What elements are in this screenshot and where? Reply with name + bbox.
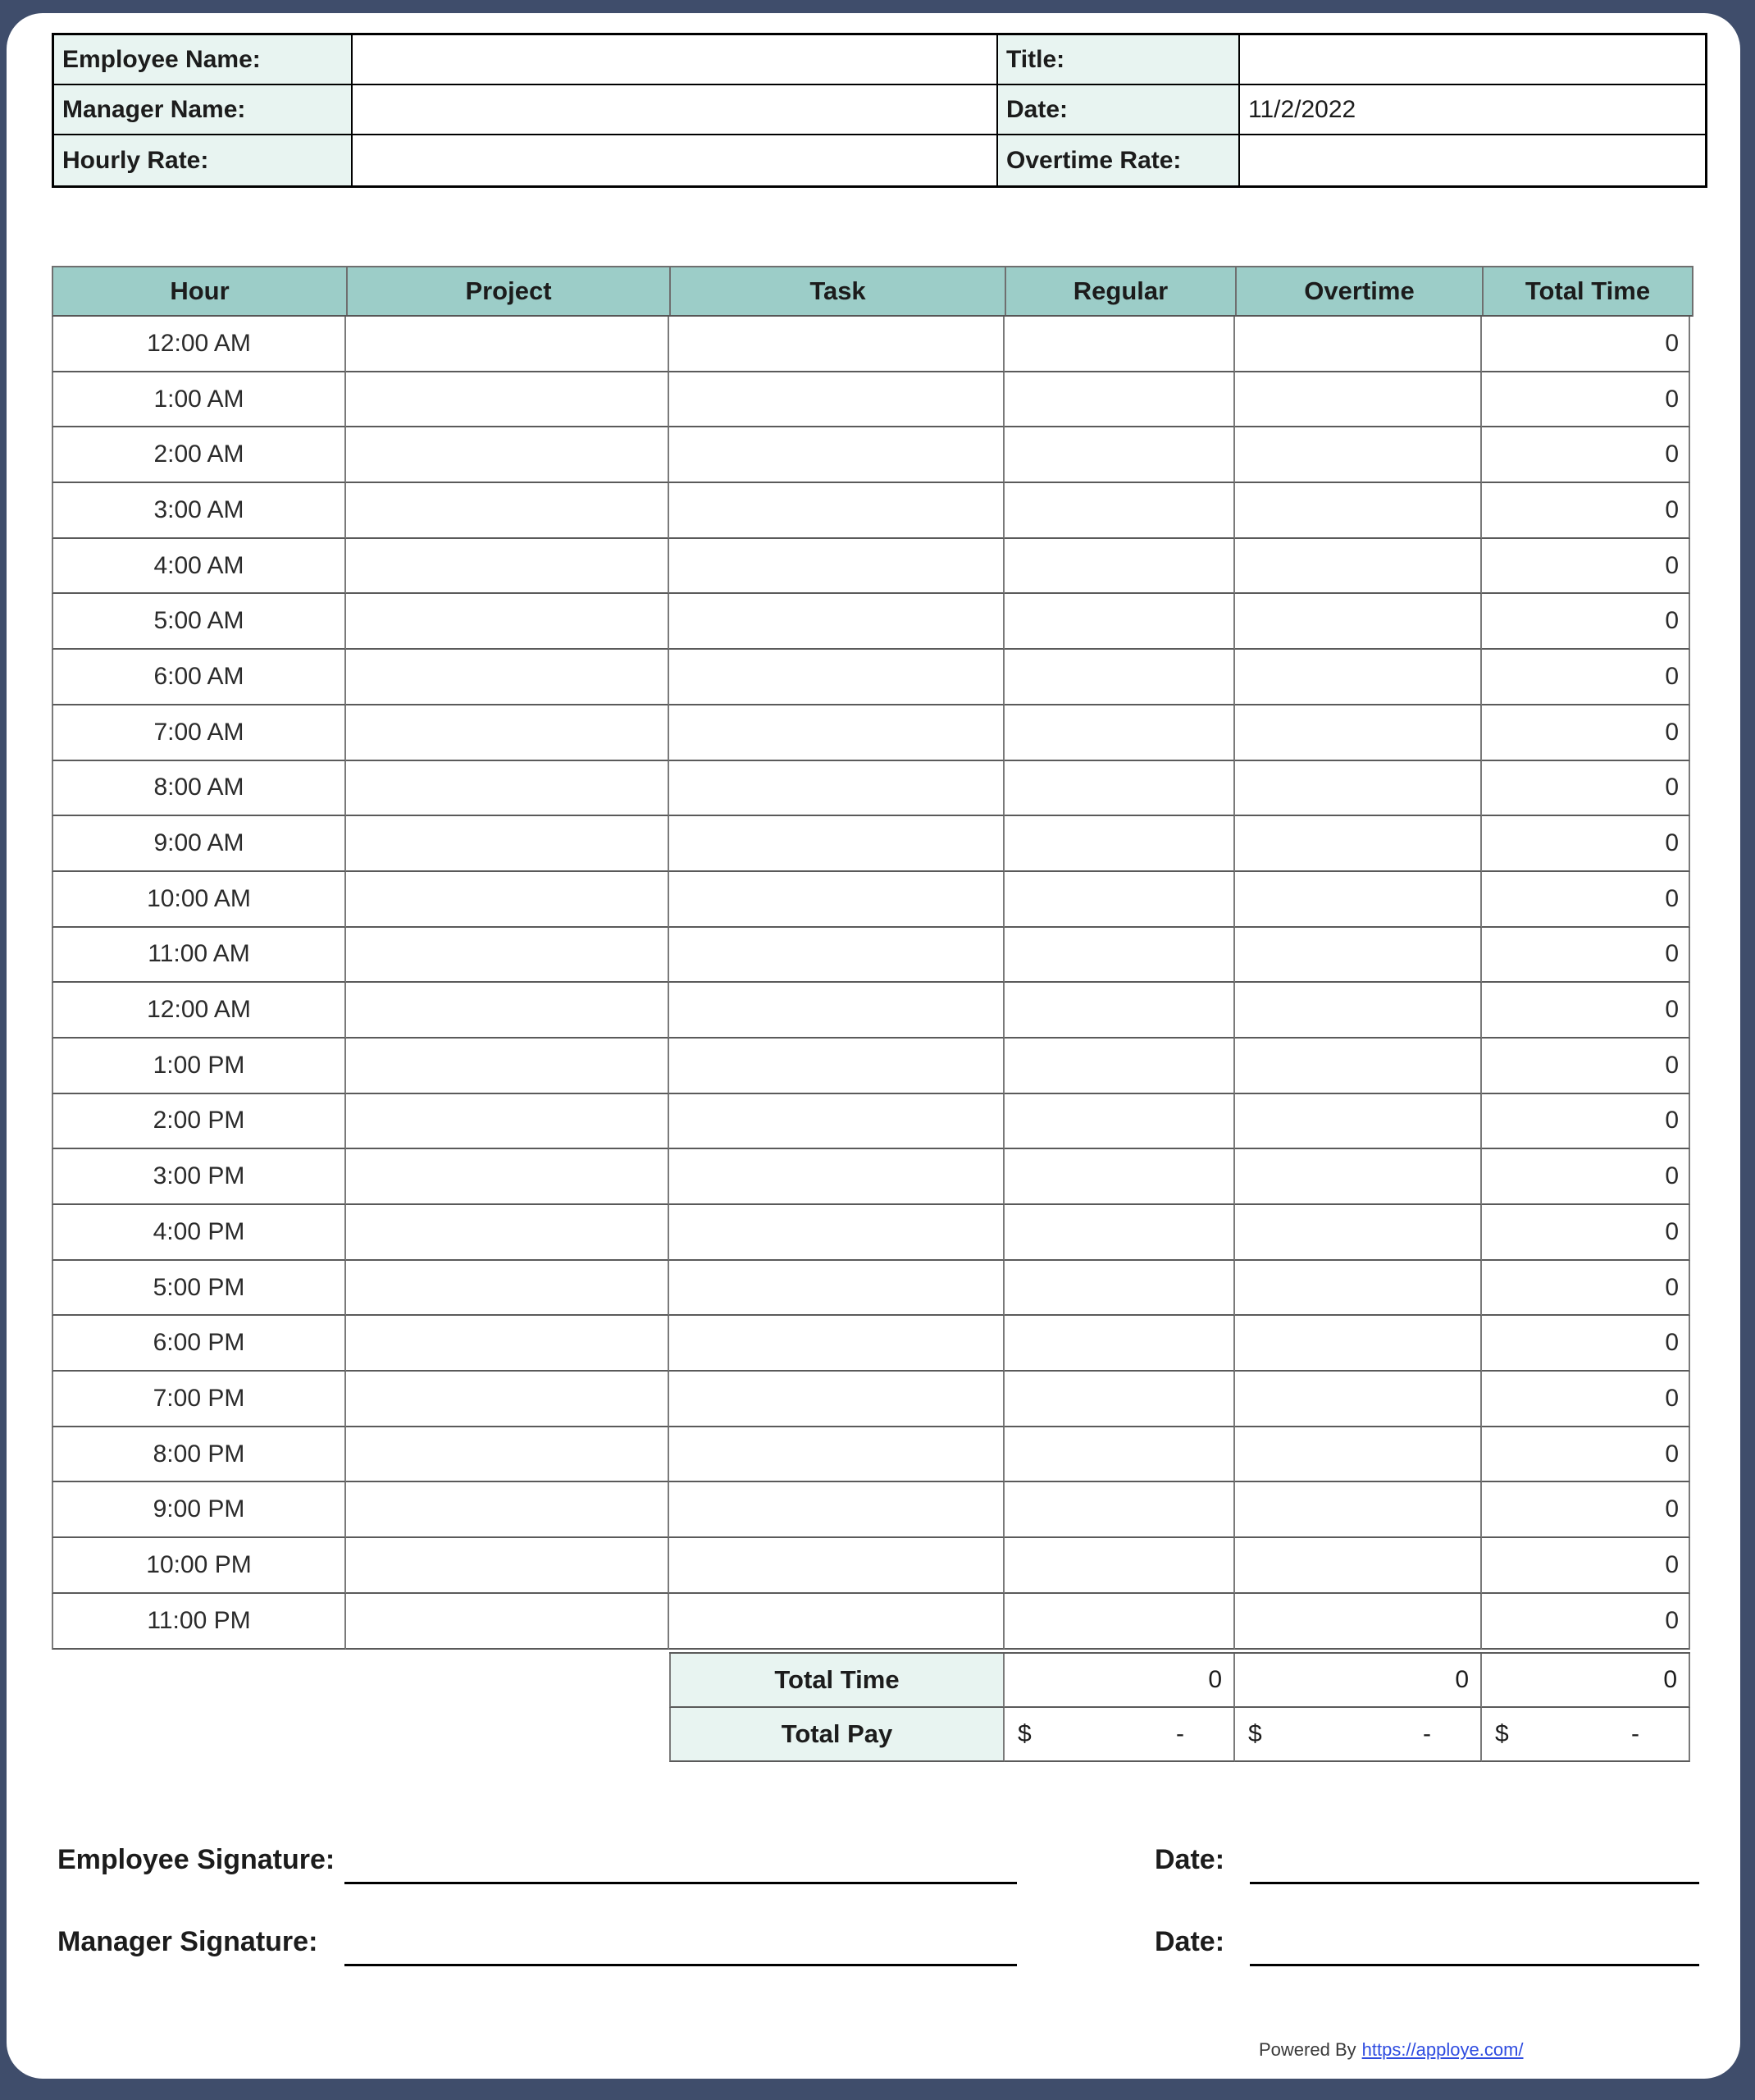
column-header-task: Task: [671, 267, 1006, 315]
date-label: Date:: [998, 85, 1240, 135]
total-time-cell: 0: [1482, 1427, 1690, 1483]
project-input-cell[interactable]: [346, 705, 669, 761]
overtime-input-cell[interactable]: [1235, 1482, 1482, 1538]
timesheet-row: [52, 705, 1690, 761]
task-input-cell[interactable]: [669, 427, 1005, 483]
hour-cell: 5:00 PM: [52, 1261, 346, 1317]
timesheet-row: [52, 317, 1690, 372]
title-input[interactable]: [1240, 35, 1705, 85]
total-time-label: Total Time: [669, 1654, 1005, 1708]
regular-input-cell[interactable]: [1005, 1538, 1235, 1594]
total-pay-label: Total Pay: [669, 1708, 1005, 1762]
hour-cell: 8:00 PM: [52, 1427, 346, 1483]
project-input-cell[interactable]: [346, 761, 669, 817]
total-time-cell: 0: [1482, 1149, 1690, 1205]
overtime-input-cell[interactable]: [1235, 761, 1482, 817]
project-input-cell[interactable]: [346, 317, 669, 372]
currency-symbol: $: [1248, 1720, 1262, 1747]
total-time-cell: 0: [1482, 1372, 1690, 1427]
regular-input-cell[interactable]: [1005, 1427, 1235, 1483]
project-input-cell[interactable]: [346, 1149, 669, 1205]
overtime-input-cell[interactable]: [1235, 594, 1482, 650]
hour-cell: 4:00 PM: [52, 1205, 346, 1261]
regular-input-cell[interactable]: [1005, 1261, 1235, 1317]
overtime-input-cell[interactable]: [1235, 1261, 1482, 1317]
timesheet-row: [52, 483, 1690, 539]
hourly-rate-label: Hourly Rate:: [54, 135, 353, 185]
column-header-overtime: Overtime: [1237, 267, 1484, 315]
hour-cell: 1:00 PM: [52, 1039, 346, 1094]
overtime-input-cell[interactable]: [1235, 1039, 1482, 1094]
regular-input-cell[interactable]: [1005, 816, 1235, 872]
task-input-cell[interactable]: [669, 1316, 1005, 1372]
employee-signature-line[interactable]: [344, 1882, 1017, 1884]
timesheet-header: [52, 266, 1693, 317]
regular-input-cell[interactable]: [1005, 705, 1235, 761]
total-time-cell: 0: [1482, 1094, 1690, 1150]
project-input-cell[interactable]: [346, 816, 669, 872]
timesheet-row: [52, 1372, 1690, 1427]
project-input-cell[interactable]: [346, 1482, 669, 1538]
timesheet-row: [52, 1427, 1690, 1483]
regular-input-cell[interactable]: [1005, 872, 1235, 928]
regular-input-cell[interactable]: [1005, 1594, 1235, 1650]
total-time-cell: 0: [1482, 650, 1690, 705]
task-input-cell[interactable]: [669, 372, 1005, 428]
employee-name-label: Employee Name:: [54, 35, 353, 85]
timesheet-body: [52, 317, 1690, 1650]
regular-input-cell[interactable]: [1005, 539, 1235, 595]
timesheet-row: [52, 539, 1690, 595]
manager-name-label: Manager Name:: [54, 85, 353, 135]
timesheet-row: [52, 816, 1690, 872]
task-input-cell[interactable]: [669, 1482, 1005, 1538]
employee-name-input[interactable]: [353, 35, 998, 85]
overtime-input-cell[interactable]: [1235, 872, 1482, 928]
powered-by-text: Powered By: [1259, 2039, 1356, 2060]
task-input-cell[interactable]: [669, 594, 1005, 650]
task-input-cell[interactable]: [669, 983, 1005, 1039]
total-time-cell: 0: [1482, 594, 1690, 650]
overtime-input-cell[interactable]: [1235, 1427, 1482, 1483]
manager-signature-line[interactable]: [344, 1964, 1017, 1966]
total-time-cell: 0: [1482, 372, 1690, 428]
timesheet-row: [52, 761, 1690, 817]
totals-section: [669, 1652, 1690, 1762]
column-header-project: Project: [348, 267, 671, 315]
task-input-cell[interactable]: [669, 1594, 1005, 1650]
project-input-cell[interactable]: [346, 1316, 669, 1372]
regular-input-cell[interactable]: [1005, 483, 1235, 539]
overtime-input-cell[interactable]: [1235, 1316, 1482, 1372]
project-input-cell[interactable]: [346, 483, 669, 539]
column-header-hour: Hour: [53, 267, 348, 315]
task-input-cell[interactable]: [669, 928, 1005, 984]
project-input-cell[interactable]: [346, 1594, 669, 1650]
apploye-link[interactable]: https://apploye.com/: [1361, 2039, 1524, 2060]
overtime-input-cell[interactable]: [1235, 539, 1482, 595]
hour-cell: 9:00 PM: [52, 1482, 346, 1538]
timesheet-row: [52, 928, 1690, 984]
regular-input-cell[interactable]: [1005, 1482, 1235, 1538]
task-input-cell[interactable]: [669, 317, 1005, 372]
regular-input-cell[interactable]: [1005, 1149, 1235, 1205]
task-input-cell[interactable]: [669, 483, 1005, 539]
hour-cell: 9:00 AM: [52, 816, 346, 872]
overtime-input-cell[interactable]: [1235, 816, 1482, 872]
title-label: Title:: [998, 35, 1240, 85]
project-input-cell[interactable]: [346, 539, 669, 595]
timesheet-row: [52, 1149, 1690, 1205]
overtime-rate-input[interactable]: [1240, 135, 1705, 185]
project-input-cell[interactable]: [346, 650, 669, 705]
hour-cell: 10:00 PM: [52, 1538, 346, 1594]
regular-input-cell[interactable]: [1005, 1372, 1235, 1427]
hour-cell: 12:00 AM: [52, 983, 346, 1039]
project-input-cell[interactable]: [346, 872, 669, 928]
total-time-cell: 0: [1482, 539, 1690, 595]
manager-name-input[interactable]: [353, 85, 998, 135]
total-time-cell: 0: [1482, 317, 1690, 372]
total-time-cell: 0: [1482, 1205, 1690, 1261]
hour-cell: 11:00 AM: [52, 928, 346, 984]
hour-cell: 7:00 PM: [52, 1372, 346, 1427]
employee-date-label: Date:: [1155, 1844, 1225, 1875]
total-time-cell: 0: [1482, 1261, 1690, 1317]
timesheet-row: [52, 1594, 1690, 1650]
regular-input-cell[interactable]: [1005, 594, 1235, 650]
timesheet-row: [52, 650, 1690, 705]
task-input-cell[interactable]: [669, 1427, 1005, 1483]
hour-cell: 7:00 AM: [52, 705, 346, 761]
total-time-total-value: 0: [1482, 1654, 1690, 1708]
regular-input-cell[interactable]: [1005, 317, 1235, 372]
overtime-input-cell[interactable]: [1235, 983, 1482, 1039]
overtime-input-cell[interactable]: [1235, 317, 1482, 372]
overtime-input-cell[interactable]: [1235, 1538, 1482, 1594]
column-header-total-time: Total Time: [1525, 276, 1651, 305]
total-time-cell: 0: [1482, 1482, 1690, 1538]
regular-input-cell[interactable]: [1005, 1205, 1235, 1261]
total-time-cell: 0: [1482, 1594, 1690, 1650]
regular-input-cell[interactable]: [1005, 372, 1235, 428]
regular-input-cell[interactable]: [1005, 928, 1235, 984]
total-time-cell: 0: [1482, 1039, 1690, 1094]
employee-date-line[interactable]: [1250, 1882, 1699, 1884]
hour-cell: 5:00 AM: [52, 594, 346, 650]
task-input-cell[interactable]: [669, 1094, 1005, 1150]
total-pay-overtime-cell: [1235, 1708, 1482, 1762]
task-input-cell[interactable]: [669, 872, 1005, 928]
timesheet-row: [52, 983, 1690, 1039]
total-time-cell: 0: [1482, 705, 1690, 761]
hour-cell: 2:00 PM: [52, 1094, 346, 1150]
timesheet-row: [52, 594, 1690, 650]
regular-input-cell[interactable]: [1005, 427, 1235, 483]
timesheet-row: [52, 872, 1690, 928]
project-input-cell[interactable]: [346, 983, 669, 1039]
task-input-cell[interactable]: [669, 650, 1005, 705]
hour-cell: 8:00 AM: [52, 761, 346, 817]
hour-cell: 1:00 AM: [52, 372, 346, 428]
hour-cell: 6:00 PM: [52, 1316, 346, 1372]
timesheet-row: [52, 1316, 1690, 1372]
overtime-rate-label: Overtime Rate:: [998, 135, 1240, 185]
project-input-cell[interactable]: [346, 372, 669, 428]
overtime-input-cell[interactable]: [1235, 1594, 1482, 1650]
currency-symbol: $: [1495, 1720, 1509, 1747]
column-header-regular: Regular: [1006, 267, 1237, 315]
overtime-input-cell[interactable]: [1235, 928, 1482, 984]
timesheet-row: [52, 427, 1690, 483]
timesheet-row: [52, 372, 1690, 428]
task-input-cell[interactable]: [669, 1372, 1005, 1427]
hour-cell: 11:00 PM: [52, 1594, 346, 1650]
total-time-cell: 0: [1482, 928, 1690, 984]
project-input-cell[interactable]: [346, 1427, 669, 1483]
task-input-cell[interactable]: [669, 816, 1005, 872]
total-time-cell: 0: [1482, 1316, 1690, 1372]
regular-input-cell[interactable]: [1005, 650, 1235, 705]
total-time-cell: 0: [1482, 872, 1690, 928]
date-input[interactable]: 11/2/2022: [1240, 85, 1705, 135]
amount-dash: -: [1423, 1720, 1431, 1747]
manager-date-line[interactable]: [1250, 1964, 1699, 1966]
project-input-cell[interactable]: [346, 1261, 669, 1317]
project-input-cell[interactable]: [346, 1538, 669, 1594]
regular-input-cell[interactable]: [1005, 761, 1235, 817]
total-time-cell: 0: [1482, 1538, 1690, 1594]
project-input-cell[interactable]: [346, 1094, 669, 1150]
total-time-cell: 0: [1482, 761, 1690, 817]
total-time-overtime-value: 0: [1235, 1654, 1482, 1708]
timesheet-row: [52, 1094, 1690, 1150]
total-time-cell: 0: [1482, 816, 1690, 872]
total-pay-regular-cell: [1005, 1708, 1235, 1762]
project-input-cell[interactable]: [346, 594, 669, 650]
amount-dash: -: [1176, 1720, 1184, 1747]
employee-info-table: [52, 33, 1707, 188]
task-input-cell[interactable]: [669, 1261, 1005, 1317]
manager-signature-label: Manager Signature:: [57, 1926, 318, 1957]
project-input-cell[interactable]: [346, 1039, 669, 1094]
total-time-cell: 0: [1482, 427, 1690, 483]
footer: [1259, 2039, 1524, 2061]
regular-input-cell[interactable]: [1005, 983, 1235, 1039]
timesheet-row: [52, 1039, 1690, 1094]
hour-cell: 10:00 AM: [52, 872, 346, 928]
overtime-input-cell[interactable]: [1235, 1094, 1482, 1150]
regular-input-cell[interactable]: [1005, 1316, 1235, 1372]
regular-input-cell[interactable]: [1005, 1094, 1235, 1150]
task-input-cell[interactable]: [669, 1538, 1005, 1594]
hour-cell: 3:00 AM: [52, 483, 346, 539]
task-input-cell[interactable]: [669, 761, 1005, 817]
total-pay-total-cell: [1482, 1708, 1690, 1762]
overtime-input-cell[interactable]: [1235, 1372, 1482, 1427]
regular-input-cell[interactable]: [1005, 1039, 1235, 1094]
overtime-input-cell[interactable]: [1235, 372, 1482, 428]
manager-date-label: Date:: [1155, 1926, 1225, 1957]
overtime-input-cell[interactable]: [1235, 1205, 1482, 1261]
timesheet-row: [52, 1482, 1690, 1538]
hour-cell: 3:00 PM: [52, 1149, 346, 1205]
project-input-cell[interactable]: [346, 1205, 669, 1261]
hourly-rate-input[interactable]: [353, 135, 998, 185]
task-input-cell[interactable]: [669, 1039, 1005, 1094]
hour-cell: 6:00 AM: [52, 650, 346, 705]
task-input-cell[interactable]: [669, 705, 1005, 761]
project-input-cell[interactable]: [346, 427, 669, 483]
total-time-cell: 0: [1482, 483, 1690, 539]
timesheet-row: [52, 1538, 1690, 1594]
overtime-input-cell[interactable]: [1235, 705, 1482, 761]
employee-signature-label: Employee Signature:: [57, 1844, 335, 1875]
total-time-cell: 0: [1482, 983, 1690, 1039]
total-time-regular-value: 0: [1005, 1654, 1235, 1708]
timesheet-row: [52, 1261, 1690, 1317]
overtime-input-cell[interactable]: [1235, 483, 1482, 539]
overtime-input-cell[interactable]: [1235, 1149, 1482, 1205]
hour-cell: 4:00 AM: [52, 539, 346, 595]
amount-dash: -: [1631, 1720, 1639, 1747]
task-input-cell[interactable]: [669, 539, 1005, 595]
overtime-input-cell[interactable]: [1235, 650, 1482, 705]
overtime-input-cell[interactable]: [1235, 427, 1482, 483]
task-input-cell[interactable]: [669, 1149, 1005, 1205]
project-input-cell[interactable]: [346, 1372, 669, 1427]
project-input-cell[interactable]: [346, 928, 669, 984]
currency-symbol: $: [1018, 1720, 1032, 1747]
task-input-cell[interactable]: [669, 1205, 1005, 1261]
hour-cell: 2:00 AM: [52, 427, 346, 483]
timesheet-row: [52, 1205, 1690, 1261]
hour-cell: 12:00 AM: [52, 317, 346, 372]
